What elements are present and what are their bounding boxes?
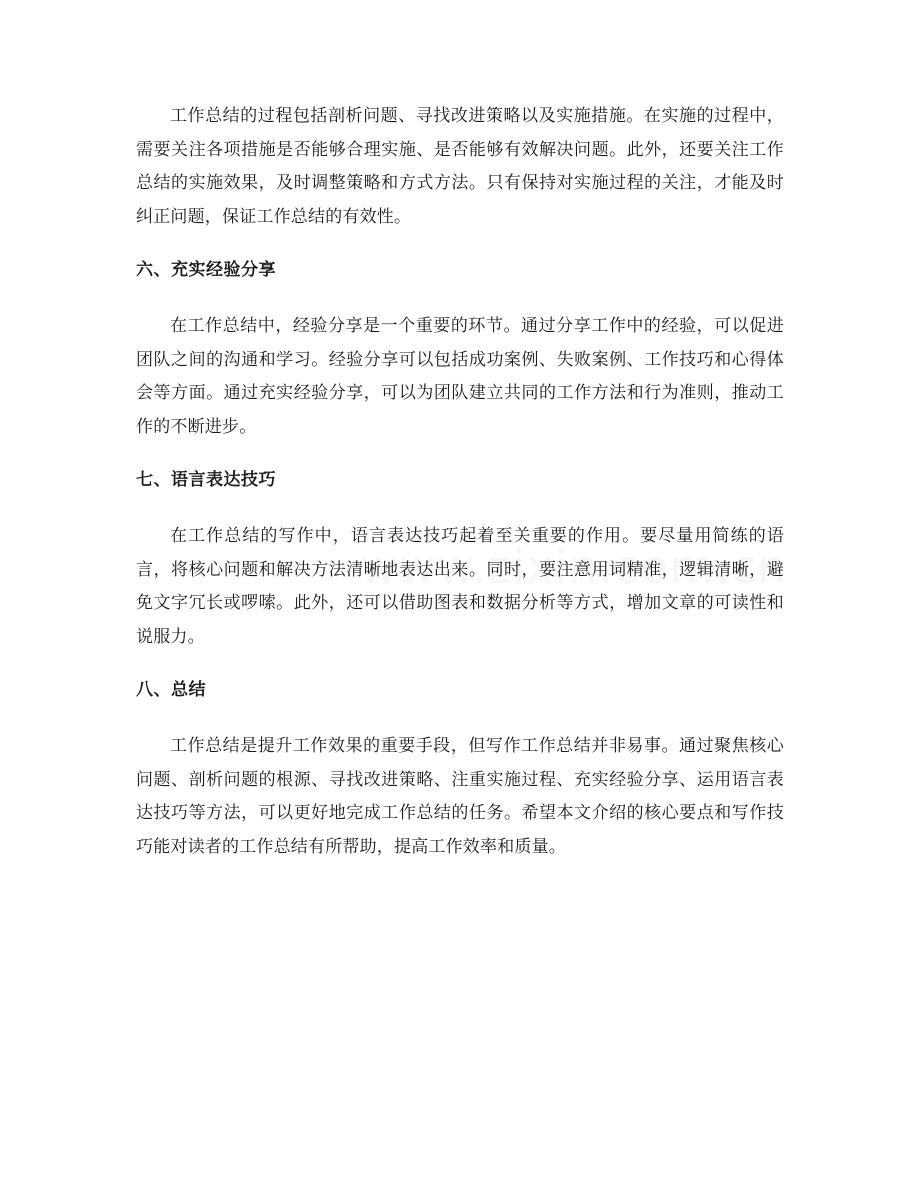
spacer (136, 287, 784, 310)
section-heading-8: 八、总结 (136, 680, 206, 700)
spacer (136, 707, 784, 730)
section-heading-6: 六、充实经验分享 (136, 260, 276, 280)
section-paragraph-6: 在工作总结中，经验分享是一个重要的环节。通过分享工作中的经验，可以促进团队之间的沟通和学习。经验分享可以包括成功案例、失败案例、工作技巧和心得体会等方面。通过充实经验分享，可以为团队建立共同的工作方法和行为准则，推动工作的不断进步。 (136, 316, 784, 437)
spacer (136, 234, 784, 253)
document-body (136, 100, 784, 864)
spacer (136, 654, 784, 673)
spacer (136, 444, 784, 463)
section-paragraph-8: 工作总结是提升工作效果的重要手段，但写作工作总结并非易事。通过聚焦核心问题、剖析问题的根源、寻找改进策略、注重实施过程、充实经验分享、运用语言表达技巧等方法，可以更好地完成工作总结的任务。希望本文介绍的核心要点和写作技巧能对读者的工作总结有所帮助，提高工作效率和质量。 (136, 736, 784, 857)
intro-paragraph: 工作总结的过程包括剖析问题、寻找改进策略以及实施措施。在实施的过程中，需要关注各项措施是否能够合理实施、是否能够有效解决问题。此外，还要关注工作总结的实施效果，及时调整策略和方式方法。只有保持对实施过程的关注，才能及时纠正问题，保证工作总结的有效性。 (136, 106, 784, 227)
section-paragraph-7: 在工作总结的写作中，语言表达技巧起着至关重要的作用。要尽量用简练的语言，将核心问题和解决方法清晰地表达出来。同时，要注意用词精准，逻辑清晰，避免文字冗长或啰嗦。此外，还可以借助图表和数据分析等方式，增加文章的可读性和说服力。 (136, 526, 784, 647)
spacer (136, 497, 784, 520)
section-heading-7: 七、语言表达技巧 (136, 470, 276, 490)
